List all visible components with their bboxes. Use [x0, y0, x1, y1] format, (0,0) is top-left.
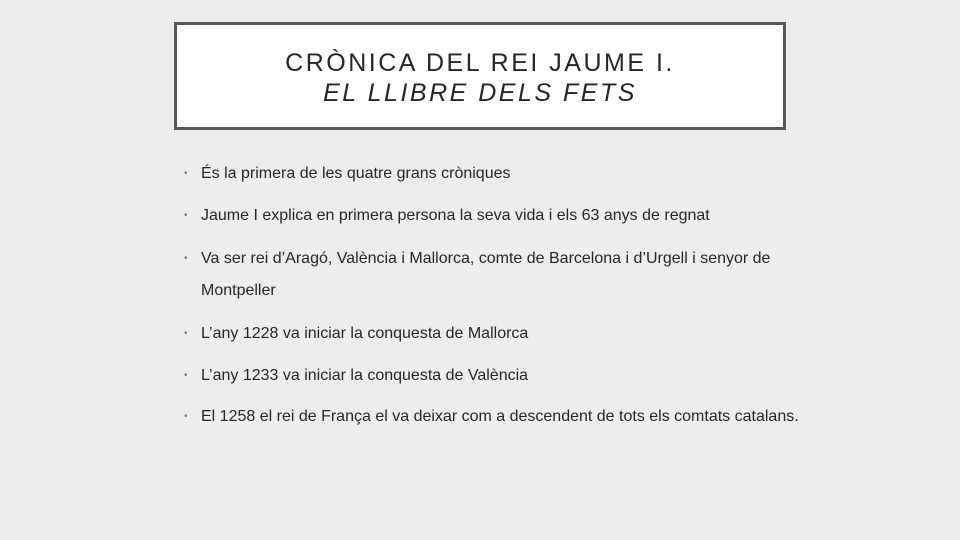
bullet-item: [184, 158, 804, 190]
bullet-item: [184, 360, 804, 392]
bullet-item: [184, 318, 804, 350]
slide-title: CRÒNICA DEL REI JAUME I.: [285, 49, 675, 77]
bullet-text: El 1258 el rei de França el va deixar com a descendent de tots els comtats catalans.: [201, 408, 799, 425]
bullet-dot-icon: •: [184, 370, 188, 381]
bullet-dot-icon: •: [184, 253, 188, 264]
bullet-dot-icon: •: [184, 411, 188, 422]
bullet-text: L’any 1228 va iniciar la conquesta de Mallorca: [201, 325, 529, 342]
bullet-dot-icon: •: [184, 210, 188, 221]
bullet-text: Jaume I explica en primera persona la seva vida i els 63 anys de regnat: [201, 207, 710, 224]
bullet-text: Va ser rei d’Aragó, València i Mallorca, comte de Barcelona i d’Urgell i senyor de Montpeller: [201, 250, 771, 299]
bullet-item: [184, 243, 804, 307]
slide-subtitle: EL LLIBRE DELS FETS: [323, 79, 637, 107]
bullet-text: És la primera de les quatre grans cròniques: [201, 165, 511, 182]
bullet-dot-icon: •: [184, 168, 188, 179]
bullet-dot-icon: •: [184, 328, 188, 339]
slide-title-box: [174, 22, 786, 130]
bullet-item: [184, 401, 804, 433]
bullet-item: [184, 200, 804, 232]
bullet-text: L’any 1233 va iniciar la conquesta de València: [201, 367, 529, 384]
